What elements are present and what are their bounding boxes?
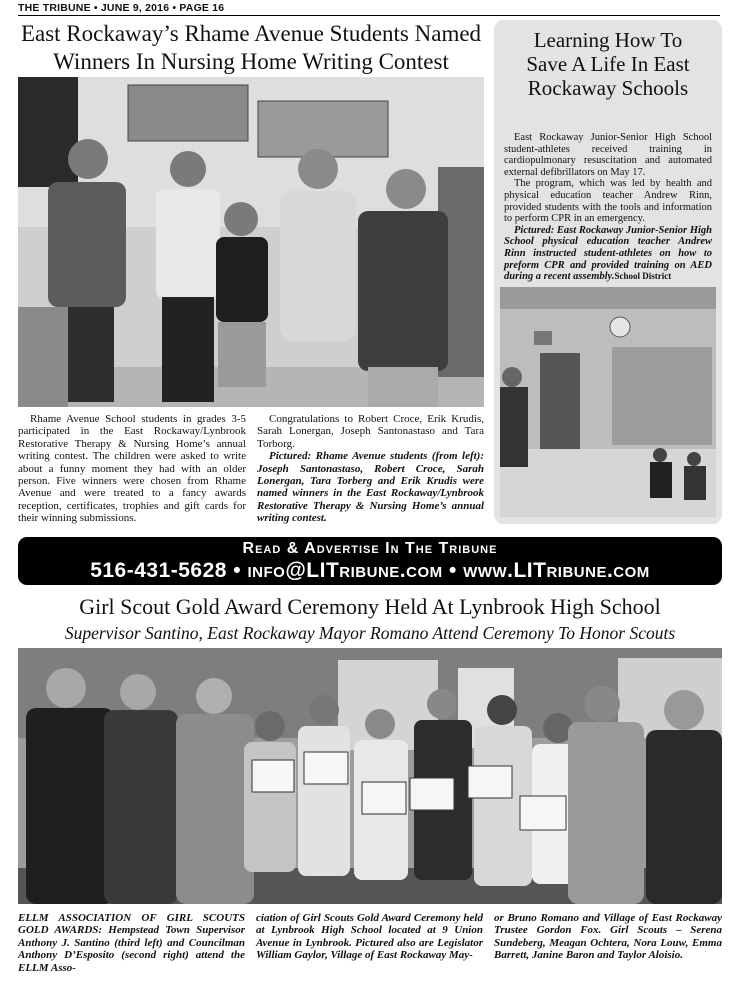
banner-tagline: Read & Advertise In The Tribune — [242, 540, 498, 557]
sidebar-title-line1: Learning How To — [533, 28, 683, 52]
story2-caption-col1: ELLM ASSOCIATION OF GIRL SCOUTS GOLD AWARDS: Hempstead Town Supervisor Anthony J. Santino (third left) and Councilman Anthony D’Esposito (second right) attend the ELLM Asso- — [18, 912, 245, 974]
story1-headline — [18, 20, 484, 76]
banner-contact — [18, 559, 722, 583]
sidebar-title-line3: Rockaway Schools — [527, 76, 689, 100]
sidebar-title-line2: Save A Life In East — [526, 52, 690, 76]
story1-col1-text: Rhame Avenue School students in grades 3-5 participated in the East Rockaway/Lynbrook Restorative Therapy & Nursing Home’s annual writing contest. The children were asked to write about a funny moment they had with an older person. Five winners were chosen from Rhame Avenue and were treated to a fancy awards reception, certificates, trophies and gift cards for their winning submissions. — [18, 413, 246, 525]
banner-phone: 516-431-5628 — [90, 559, 227, 582]
story1-col2 — [257, 413, 484, 525]
story1-photo-caption: Pictured: Rhame Avenue students (from left): Joseph Santonastaso, Robert Croce, Sarah Lonergan, Tara Torberg and Erik Krudis were named winners in the East Rockaway/Lynbrook Restorative Therapy & Nursing Home’s annual writing contest. — [257, 450, 484, 525]
tribune-banner — [18, 537, 722, 585]
story2-caption-col3: or Bruno Romano and Village of East Rockaway Trustee Gordon Fox. Girl Scouts – Serena Sundeberg, Meagan Ochtera, Nora Louw, Emma Barrett, Janine Baron and Taylor Aloisio. — [494, 912, 722, 962]
story1-photo — [18, 77, 484, 407]
story1-headline-line2: Winners In Nursing Home Writing Contest — [53, 49, 449, 74]
story1-col2-text: Congratulations to Robert Croce, Erik Krudis, Sarah Lonergan, Joseph Santonastaso and Tara Torborg. — [257, 413, 484, 450]
banner-separator: • — [226, 559, 248, 582]
sidebar-p2: The program, which was led by health and physical education teacher Andrew Rinn, provided students with the tools and information to perform CPR in an emergency. — [504, 178, 712, 225]
story2-caption-col2: ciation of Girl Scouts Gold Award Ceremony held at Lynbrook High School located at 9 Union Avenue in Lynbrook. Pictured also are Legislator William Gaylor, Village of East Rockaway May- — [256, 912, 483, 962]
sidebar-box — [494, 20, 722, 524]
banner-email[interactable]: info@LITribune.com — [247, 559, 443, 582]
banner-website[interactable]: www.LITribune.com — [463, 559, 650, 582]
story1-col1 — [18, 413, 246, 525]
sidebar-p1: East Rockaway Junior-Senior High School student-athletes received training in cardiopulmonary resuscitation and automated external defibrillators on May 17. — [504, 132, 712, 178]
story2-headline: Girl Scout Gold Award Ceremony Held At Lynbrook High School — [79, 594, 661, 619]
sidebar-title — [494, 28, 722, 100]
sidebar-caption: Pictured: East Rockaway Junior-Senior High School physical education teacher Andrew Rinn instructed student-athletes on how to preform CPR and provided training on AED during a recent assembly. — [504, 224, 712, 283]
story2-photo — [18, 648, 722, 904]
sidebar-credit: School District — [614, 271, 672, 282]
story1-headline-line1: East Rockaway’s Rhame Avenue Students Named — [20, 21, 482, 46]
banner-separator: • — [442, 559, 464, 582]
page-folio: THE TRIBUNE • JUNE 9, 2016 • PAGE 16 — [18, 2, 225, 14]
sidebar-photo — [500, 287, 716, 517]
top-rule — [18, 15, 720, 16]
sidebar-body — [504, 132, 712, 283]
story2-deck: Supervisor Santino, East Rockaway Mayor Romano Attend Ceremony To Honor Scouts — [64, 623, 676, 643]
